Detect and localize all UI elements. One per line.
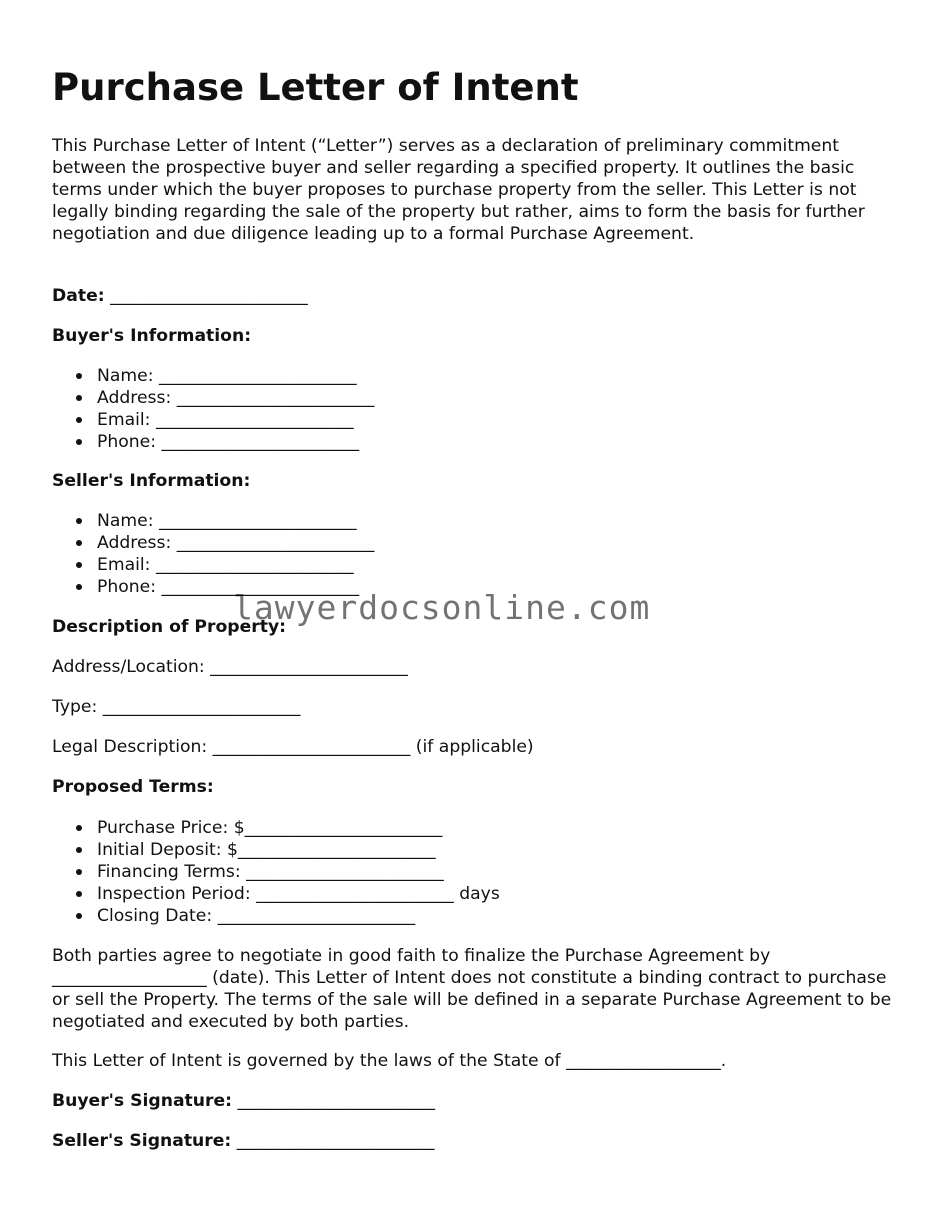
buyer-signature-label: Buyer's Signature: bbox=[52, 1091, 233, 1111]
buyer-info-list bbox=[52, 365, 374, 453]
seller-name-item: Name: _______________________ bbox=[52, 510, 374, 532]
buyer-signature-line bbox=[52, 1090, 435, 1112]
buyer-phone-item: Phone: _______________________ bbox=[52, 431, 374, 453]
initial-deposit-item: Initial Deposit: $_______________________ bbox=[52, 839, 500, 861]
buyer-email-item: Email: _______________________ bbox=[52, 409, 374, 431]
property-address-line: Address/Location: _______________________ bbox=[52, 657, 408, 677]
date-line bbox=[52, 285, 308, 307]
buyer-address-item: Address: _______________________ bbox=[52, 387, 374, 409]
seller-info-list bbox=[52, 510, 374, 598]
document-title: Purchase Letter of Intent bbox=[52, 66, 579, 109]
seller-address-item: Address: _______________________ bbox=[52, 532, 374, 554]
seller-email-item: Email: _______________________ bbox=[52, 554, 374, 576]
date-label: Date: bbox=[52, 286, 105, 306]
buyer-signature-blank: _______________________ bbox=[232, 1091, 436, 1111]
watermark-text: lawyerdocsonline.com bbox=[233, 588, 651, 627]
property-legal-line: Legal Description: _______________________ (if applicable) bbox=[52, 737, 534, 757]
agreement-paragraph: Both parties agree to negotiate in good faith to finalize the Purchase Agreement by __________________ (date). This Letter of Intent does not constitute a binding contract to purchase or sell the Property. The terms of the sale will be defined in a separate Purchase Agreement to be negotiated and executed by both parties. bbox=[52, 946, 892, 1032]
buyer-heading: Buyer's Information: bbox=[52, 326, 252, 346]
intro-paragraph: This Purchase Letter of Intent (“Letter”) serves as a declaration of preliminary commitment between the prospective buyer and seller regarding a specified property. It outlines the basic terms under which the buyer proposes to purchase property from the seller. This Letter is not legally binding regarding the sale of the property but rather, aims to form the basis for further negotiation and due diligence leading up to a formal Purchase Agreement. bbox=[52, 136, 865, 244]
governing-law-line: This Letter of Intent is governed by the laws of the State of __________________. bbox=[52, 1051, 727, 1071]
property-type-line: Type: _______________________ bbox=[52, 697, 301, 717]
terms-heading: Proposed Terms: bbox=[52, 777, 214, 797]
seller-signature-label: Seller's Signature: bbox=[52, 1131, 232, 1151]
closing-date-item: Closing Date: _______________________ bbox=[52, 905, 500, 927]
purchase-price-item: Purchase Price: $_______________________ bbox=[52, 817, 500, 839]
seller-signature-line bbox=[52, 1130, 434, 1152]
seller-heading: Seller's Information: bbox=[52, 471, 251, 491]
seller-signature-blank: _______________________ bbox=[231, 1131, 435, 1151]
inspection-period-item: Inspection Period: _______________________ days bbox=[52, 883, 500, 905]
buyer-name-item: Name: _______________________ bbox=[52, 365, 374, 387]
seller-phone-item: Phone: _______________________ bbox=[52, 576, 374, 598]
terms-list bbox=[52, 817, 500, 927]
financing-terms-item: Financing Terms: _______________________ bbox=[52, 861, 500, 883]
property-heading: Description of Property: bbox=[52, 617, 287, 637]
date-blank: _______________________ bbox=[104, 286, 308, 306]
